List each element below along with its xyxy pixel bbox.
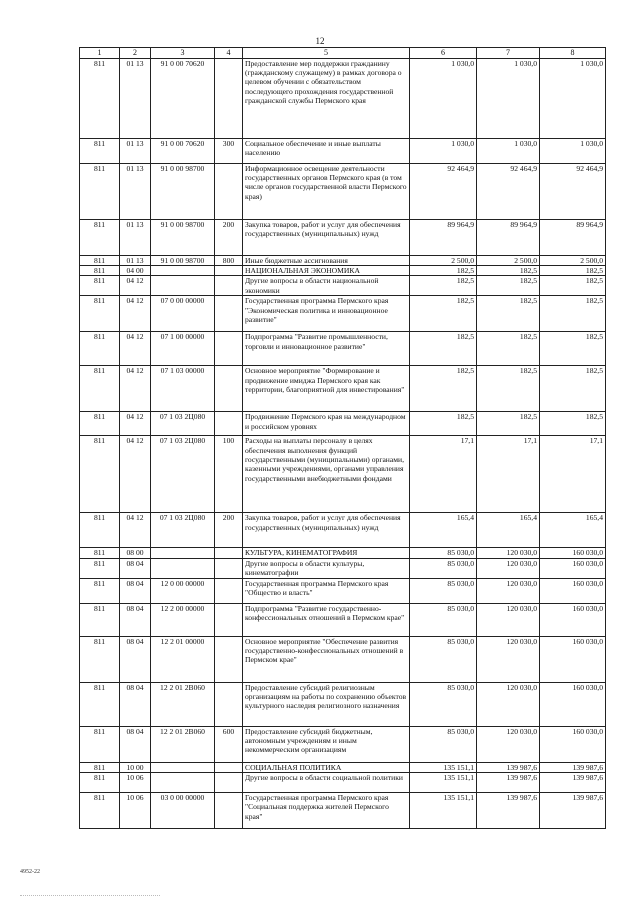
cell-amount-year-1: 2 500,0 (410, 255, 477, 265)
cell-description: Продвижение Пермского края на международном и российском уровнях (243, 412, 410, 436)
cell-target-article: 91 0 00 70620 (151, 58, 215, 138)
cell-expense-type: 100 (215, 436, 243, 513)
cell-section-code: 10 06 (120, 793, 151, 829)
cell-description: Подпрограмма "Развитие государственно-конфессиональных отношений в Пермском крае" (243, 603, 410, 636)
cell-target-article (151, 276, 215, 296)
cell-admin-code: 811 (80, 636, 120, 682)
cell-admin-code: 811 (80, 163, 120, 219)
cell-amount-year-3: 182,5 (540, 296, 606, 332)
table-row (80, 58, 606, 138)
cell-amount-year-3: 160 030,0 (540, 726, 606, 762)
cell-expense-type (215, 412, 243, 436)
cell-amount-year-2: 1 030,0 (477, 138, 540, 163)
table-row (80, 762, 606, 772)
cell-target-article: 91 0 00 98700 (151, 255, 215, 265)
cell-admin-code: 811 (80, 682, 120, 726)
cell-expense-type (215, 296, 243, 332)
cell-admin-code: 811 (80, 332, 120, 366)
cell-amount-year-1: 89 964,9 (410, 219, 477, 255)
cell-amount-year-2: 120 030,0 (477, 636, 540, 682)
table-row (80, 773, 606, 793)
cell-description: Закупка товаров, работ и услуг для обеспечения государственных (муниципальных) нужд (243, 219, 410, 255)
cell-amount-year-1: 182,5 (410, 412, 477, 436)
cell-amount-year-2: 120 030,0 (477, 558, 540, 578)
cell-description: Закупка товаров, работ и услуг для обеспечения государственных (муниципальных) нужд (243, 513, 410, 548)
cell-section-code: 04 12 (120, 436, 151, 513)
cell-section-code: 01 13 (120, 138, 151, 163)
cell-admin-code: 811 (80, 255, 120, 265)
cell-section-code: 01 13 (120, 255, 151, 265)
cell-expense-type: 800 (215, 255, 243, 265)
cell-admin-code: 811 (80, 762, 120, 772)
cell-amount-year-2: 139 987,6 (477, 773, 540, 793)
cell-target-article: 91 0 00 98700 (151, 219, 215, 255)
cell-section-code: 08 00 (120, 548, 151, 558)
cell-section-code: 04 00 (120, 266, 151, 276)
cell-amount-year-3: 165,4 (540, 513, 606, 548)
cell-amount-year-3: 182,5 (540, 412, 606, 436)
cell-section-code: 01 13 (120, 219, 151, 255)
cell-amount-year-2: 182,5 (477, 296, 540, 332)
cell-admin-code: 811 (80, 219, 120, 255)
cell-amount-year-3: 1 030,0 (540, 138, 606, 163)
column-header: 1 (80, 48, 120, 59)
cell-section-code: 08 04 (120, 726, 151, 762)
cell-amount-year-1: 17,1 (410, 436, 477, 513)
table-row (80, 332, 606, 366)
cell-expense-type (215, 332, 243, 366)
cell-admin-code: 811 (80, 276, 120, 296)
cell-amount-year-2: 120 030,0 (477, 726, 540, 762)
cell-section-code: 08 04 (120, 682, 151, 726)
cell-target-article (151, 548, 215, 558)
cell-admin-code: 811 (80, 266, 120, 276)
cell-admin-code: 811 (80, 412, 120, 436)
cell-expense-type (215, 603, 243, 636)
cell-target-article: 07 0 00 00000 (151, 296, 215, 332)
footer-code: 4952-22 (20, 869, 40, 875)
cell-target-article: 07 1 03 2Ц080 (151, 436, 215, 513)
cell-amount-year-2: 120 030,0 (477, 548, 540, 558)
cell-target-article: 07 1 03 00000 (151, 366, 215, 412)
table-row (80, 636, 606, 682)
cell-amount-year-3: 139 987,6 (540, 773, 606, 793)
cell-target-article: 91 0 00 70620 (151, 138, 215, 163)
cell-section-code: 08 04 (120, 558, 151, 578)
cell-amount-year-3: 160 030,0 (540, 548, 606, 558)
cell-description: Другие вопросы в области социальной политики (243, 773, 410, 793)
cell-description: Подпрограмма "Развитие промышленности, торговли и инновационное развитие" (243, 332, 410, 366)
cell-expense-type (215, 578, 243, 603)
cell-section-code: 01 13 (120, 163, 151, 219)
cell-amount-year-1: 135 151,1 (410, 762, 477, 772)
cell-expense-type (215, 366, 243, 412)
cell-admin-code: 811 (80, 58, 120, 138)
cell-target-article: 07 1 00 00000 (151, 332, 215, 366)
cell-amount-year-1: 182,5 (410, 332, 477, 366)
cell-amount-year-2: 182,5 (477, 266, 540, 276)
cell-description: КУЛЬТУРА, КИНЕМАТОГРАФИЯ (243, 548, 410, 558)
cell-description: Другие вопросы в области национальной экономики (243, 276, 410, 296)
cell-amount-year-3: 92 464,9 (540, 163, 606, 219)
cell-expense-type (215, 276, 243, 296)
cell-amount-year-1: 135 151,1 (410, 773, 477, 793)
table-row (80, 726, 606, 762)
cell-amount-year-2: 17,1 (477, 436, 540, 513)
cell-amount-year-2: 120 030,0 (477, 682, 540, 726)
cell-description: Предоставление мер поддержки гражданину (гражданскому служащему) в рамках договора о целевом обучении с обязательством последующего прохождения государственной гражданской службы Пермского края (243, 58, 410, 138)
cell-expense-type (215, 793, 243, 829)
page-number: 12 (315, 36, 325, 46)
cell-amount-year-3: 89 964,9 (540, 219, 606, 255)
cell-admin-code: 811 (80, 436, 120, 513)
cell-target-article (151, 762, 215, 772)
cell-admin-code: 811 (80, 773, 120, 793)
cell-admin-code: 811 (80, 558, 120, 578)
cell-amount-year-2: 89 964,9 (477, 219, 540, 255)
cell-admin-code: 811 (80, 296, 120, 332)
cell-description: НАЦИОНАЛЬНАЯ ЭКОНОМИКА (243, 266, 410, 276)
cell-amount-year-3: 182,5 (540, 276, 606, 296)
cell-target-article (151, 266, 215, 276)
cell-amount-year-1: 85 030,0 (410, 636, 477, 682)
cell-target-article: 12 0 00 00000 (151, 578, 215, 603)
cell-amount-year-1: 85 030,0 (410, 558, 477, 578)
cell-amount-year-2: 2 500,0 (477, 255, 540, 265)
table-row (80, 578, 606, 603)
cell-section-code: 04 12 (120, 296, 151, 332)
cell-amount-year-3: 182,5 (540, 332, 606, 366)
cell-target-article: 12 2 01 2В060 (151, 726, 215, 762)
cell-amount-year-3: 139 987,6 (540, 793, 606, 829)
cell-amount-year-2: 1 030,0 (477, 58, 540, 138)
cell-amount-year-2: 120 030,0 (477, 578, 540, 603)
cell-expense-type (215, 773, 243, 793)
cell-section-code: 04 12 (120, 412, 151, 436)
cell-amount-year-1: 182,5 (410, 276, 477, 296)
cell-admin-code: 811 (80, 548, 120, 558)
cell-amount-year-2: 182,5 (477, 366, 540, 412)
budget-table (79, 47, 606, 829)
table-row (80, 513, 606, 548)
cell-description: Государственная программа Пермского края "Общество и власть" (243, 578, 410, 603)
cell-amount-year-1: 85 030,0 (410, 578, 477, 603)
column-header: 2 (120, 48, 151, 59)
cell-admin-code: 811 (80, 513, 120, 548)
table-row (80, 266, 606, 276)
cell-expense-type (215, 266, 243, 276)
cell-amount-year-3: 17,1 (540, 436, 606, 513)
column-header: 8 (540, 48, 606, 59)
cell-section-code: 01 13 (120, 58, 151, 138)
cell-section-code: 08 04 (120, 578, 151, 603)
cell-section-code: 04 12 (120, 366, 151, 412)
cell-section-code: 10 06 (120, 773, 151, 793)
cell-expense-type (215, 163, 243, 219)
cell-admin-code: 811 (80, 793, 120, 829)
cell-amount-year-3: 160 030,0 (540, 578, 606, 603)
table-row (80, 412, 606, 436)
cell-amount-year-2: 165,4 (477, 513, 540, 548)
cell-amount-year-3: 160 030,0 (540, 558, 606, 578)
cell-amount-year-1: 85 030,0 (410, 682, 477, 726)
cell-amount-year-1: 182,5 (410, 296, 477, 332)
cell-description: Информационное освещение деятельности государственных органов Пермского края (в том числе органов государственной власти Пермского края) (243, 163, 410, 219)
cell-section-code: 04 12 (120, 276, 151, 296)
cell-amount-year-1: 135 151,1 (410, 793, 477, 829)
table-row (80, 682, 606, 726)
cell-amount-year-2: 139 987,6 (477, 762, 540, 772)
cell-amount-year-2: 182,5 (477, 332, 540, 366)
cell-amount-year-1: 85 030,0 (410, 603, 477, 636)
table-row (80, 603, 606, 636)
cell-amount-year-1: 85 030,0 (410, 726, 477, 762)
cell-amount-year-2: 182,5 (477, 412, 540, 436)
cell-amount-year-2: 182,5 (477, 276, 540, 296)
cell-amount-year-1: 92 464,9 (410, 163, 477, 219)
cell-target-article: 12 2 01 2В060 (151, 682, 215, 726)
cell-target-article: 07 1 03 2Ц080 (151, 412, 215, 436)
cell-amount-year-3: 1 030,0 (540, 58, 606, 138)
table-header-row (80, 48, 606, 59)
cell-description: Основное мероприятие "Обеспечение развития государственно-конфессиональных отношений в Пермском крае" (243, 636, 410, 682)
cell-admin-code: 811 (80, 726, 120, 762)
cell-amount-year-1: 165,4 (410, 513, 477, 548)
cell-amount-year-2: 139 987,6 (477, 793, 540, 829)
column-header: 3 (151, 48, 215, 59)
cell-expense-type (215, 548, 243, 558)
cell-description: Предоставление субсидий религиозным организациям на работы по сохранению объектов культурного наследия религиозного назначения (243, 682, 410, 726)
column-header: 4 (215, 48, 243, 59)
cell-expense-type (215, 558, 243, 578)
cell-description: Социальное обеспечение и иные выплаты населению (243, 138, 410, 163)
cell-admin-code: 811 (80, 138, 120, 163)
cell-amount-year-2: 92 464,9 (477, 163, 540, 219)
cell-target-article: 07 1 03 2Ц080 (151, 513, 215, 548)
table-row (80, 793, 606, 829)
table-row (80, 366, 606, 412)
cell-description: СОЦИАЛЬНАЯ ПОЛИТИКА (243, 762, 410, 772)
cell-target-article: 03 0 00 00000 (151, 793, 215, 829)
table-row (80, 436, 606, 513)
table-row (80, 255, 606, 265)
table-row (80, 219, 606, 255)
cell-description: Предоставление субсидий бюджетным, автономным учреждениям и иным некоммерческим организациям (243, 726, 410, 762)
cell-target-article: 91 0 00 98700 (151, 163, 215, 219)
cell-description: Другие вопросы в области культуры, кинематографии (243, 558, 410, 578)
cell-target-article: 12 2 01 00000 (151, 636, 215, 682)
cell-section-code: 08 04 (120, 603, 151, 636)
column-header: 5 (243, 48, 410, 59)
cell-description: Расходы на выплаты персоналу в целях обеспечения выполнения функций государственными (муниципальными) органами, казенными учреждениями, органами управления государственными внебюджетными фондами (243, 436, 410, 513)
cell-description: Государственная программа Пермского края "Экономическая политика и инновационное развитие" (243, 296, 410, 332)
column-header: 6 (410, 48, 477, 59)
cell-amount-year-3: 160 030,0 (540, 636, 606, 682)
cell-section-code: 10 00 (120, 762, 151, 772)
cell-amount-year-3: 182,5 (540, 366, 606, 412)
table-row (80, 276, 606, 296)
cell-expense-type (215, 762, 243, 772)
cell-description: Основное мероприятие "Формирование и продвижение имиджа Пермского края как территории, благоприятной для инвестирования" (243, 366, 410, 412)
cell-amount-year-3: 139 987,6 (540, 762, 606, 772)
table-row (80, 548, 606, 558)
cell-amount-year-1: 85 030,0 (410, 548, 477, 558)
cell-section-code: 08 04 (120, 636, 151, 682)
cell-admin-code: 811 (80, 603, 120, 636)
cell-amount-year-3: 160 030,0 (540, 603, 606, 636)
cell-section-code: 04 12 (120, 332, 151, 366)
cell-amount-year-1: 1 030,0 (410, 58, 477, 138)
cell-target-article (151, 773, 215, 793)
cell-amount-year-1: 1 030,0 (410, 138, 477, 163)
cell-amount-year-3: 2 500,0 (540, 255, 606, 265)
cell-target-article (151, 558, 215, 578)
cell-amount-year-1: 182,5 (410, 266, 477, 276)
cell-expense-type (215, 682, 243, 726)
cell-amount-year-3: 160 030,0 (540, 682, 606, 726)
table-row (80, 558, 606, 578)
cell-amount-year-3: 182,5 (540, 266, 606, 276)
cell-section-code: 04 12 (120, 513, 151, 548)
cell-expense-type: 600 (215, 726, 243, 762)
cell-expense-type (215, 58, 243, 138)
cell-target-article: 12 2 00 00000 (151, 603, 215, 636)
table-row (80, 138, 606, 163)
cell-expense-type (215, 636, 243, 682)
column-header: 7 (477, 48, 540, 59)
scan-artifact-line (20, 895, 160, 896)
cell-expense-type: 300 (215, 138, 243, 163)
cell-expense-type: 200 (215, 219, 243, 255)
table-row (80, 163, 606, 219)
cell-amount-year-1: 182,5 (410, 366, 477, 412)
cell-admin-code: 811 (80, 366, 120, 412)
table-row (80, 296, 606, 332)
cell-admin-code: 811 (80, 578, 120, 603)
cell-description: Государственная программа Пермского края "Социальная поддержка жителей Пермского края" (243, 793, 410, 829)
cell-amount-year-2: 120 030,0 (477, 603, 540, 636)
cell-description: Иные бюджетные ассигнования (243, 255, 410, 265)
cell-expense-type: 200 (215, 513, 243, 548)
